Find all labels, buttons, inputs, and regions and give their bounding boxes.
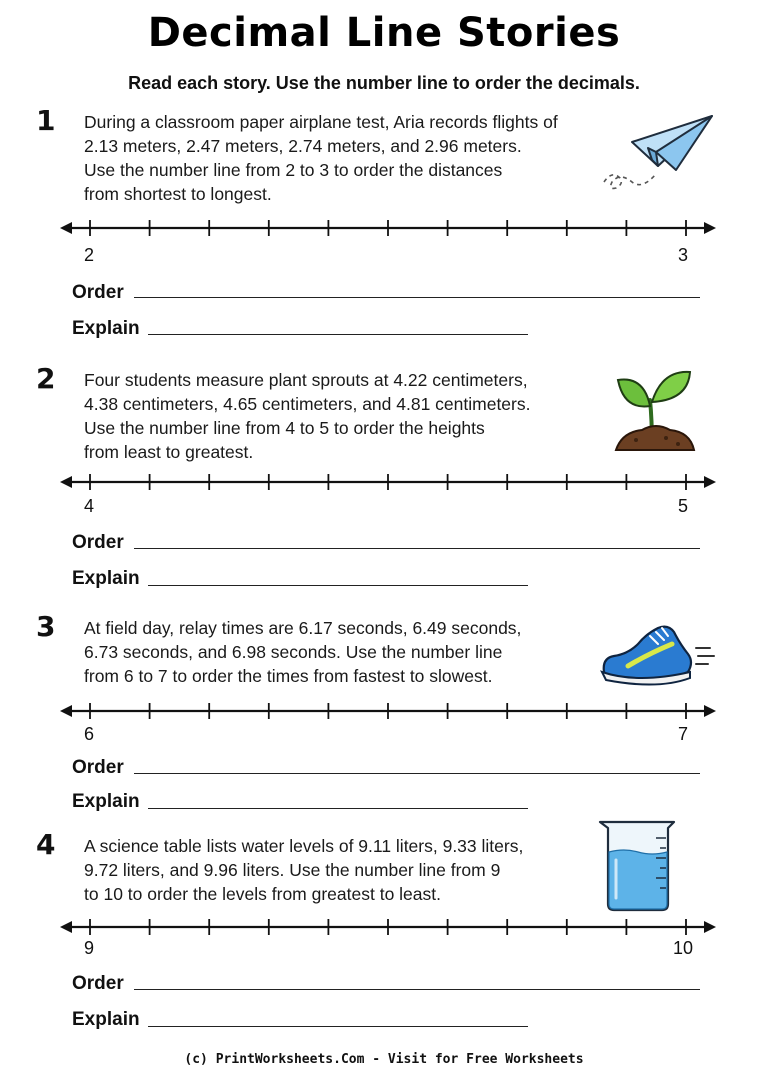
story-line: to 10 to order the levels from greatest to least. (84, 884, 441, 904)
running-shoe-icon (598, 614, 718, 690)
order-label: Order (72, 282, 124, 303)
number-line (60, 917, 716, 937)
story-line: During a classroom paper airplane test, Aria records flights of (84, 112, 558, 132)
explain-answer-line[interactable] (148, 808, 528, 809)
number-line (60, 218, 716, 238)
explain-label: Explain (72, 568, 140, 589)
story-line: At field day, relay times are 6.17 seconds, 6.49 seconds, (84, 618, 522, 638)
number-line-end-label: 7 (678, 724, 689, 744)
number-line (60, 701, 716, 721)
problem-number: 3 (36, 610, 56, 643)
explain-answer-line[interactable] (148, 334, 528, 335)
number-line-start-label: 2 (84, 245, 95, 265)
problem-number: 1 (36, 104, 56, 137)
story-text (84, 110, 604, 206)
story-line: from least to greatest. (84, 442, 254, 462)
number-line-start-label: 6 (84, 724, 95, 744)
story-text (84, 368, 604, 464)
footer: (c) PrintWorksheets.Com - Visit for Free Worksheets (184, 1052, 584, 1067)
story-text (84, 616, 604, 688)
story-line: from shortest to longest. (84, 184, 272, 204)
paper-airplane-icon (598, 112, 718, 208)
number-line-end-label: 3 (678, 245, 689, 265)
explain-answer-line[interactable] (148, 585, 528, 586)
page-title: Decimal Line Stories (147, 10, 621, 56)
explain-label: Explain (72, 318, 140, 339)
problem-number: 2 (36, 362, 56, 395)
explain-answer-line[interactable] (148, 1026, 528, 1027)
story-line: Use the number line from 2 to 3 to order the distances (84, 160, 503, 180)
story-line: 6.73 seconds, and 6.98 seconds. Use the number line (84, 642, 503, 662)
number-line-start-label: 9 (84, 938, 95, 958)
number-line-end-label: 10 (673, 938, 694, 958)
story-line: Four students measure plant sprouts at 4.22 centimeters, (84, 370, 528, 390)
story-text (84, 834, 604, 906)
story-line: A science table lists water levels of 9.11 liters, 9.33 liters, (84, 836, 524, 856)
story-line: 4.38 centimeters, 4.65 centimeters, and 4.81 centimeters. (84, 394, 531, 414)
instructions: Read each story. Use the number line to order the decimals. (128, 73, 640, 93)
order-label: Order (72, 973, 124, 994)
number-line-start-label: 4 (84, 496, 95, 516)
order-answer-line[interactable] (134, 548, 700, 549)
order-label: Order (72, 532, 124, 553)
problem-number: 4 (36, 828, 56, 861)
explain-label: Explain (72, 1009, 140, 1030)
order-answer-line[interactable] (134, 773, 700, 774)
order-answer-line[interactable] (134, 297, 700, 298)
order-answer-line[interactable] (134, 989, 700, 990)
water-beaker-icon (594, 814, 680, 914)
story-line: from 6 to 7 to order the times from fastest to slowest. (84, 666, 493, 686)
explain-label: Explain (72, 791, 140, 812)
story-line: Use the number line from 4 to 5 to order the heights (84, 418, 485, 438)
number-line (60, 472, 716, 492)
order-label: Order (72, 757, 124, 778)
plant-sprout-icon (612, 366, 698, 456)
story-line: 2.13 meters, 2.47 meters, 2.74 meters, and 2.96 meters. (84, 136, 522, 156)
number-line-end-label: 5 (678, 496, 689, 516)
story-line: 9.72 liters, and 9.96 liters. Use the number line from 9 (84, 860, 501, 880)
